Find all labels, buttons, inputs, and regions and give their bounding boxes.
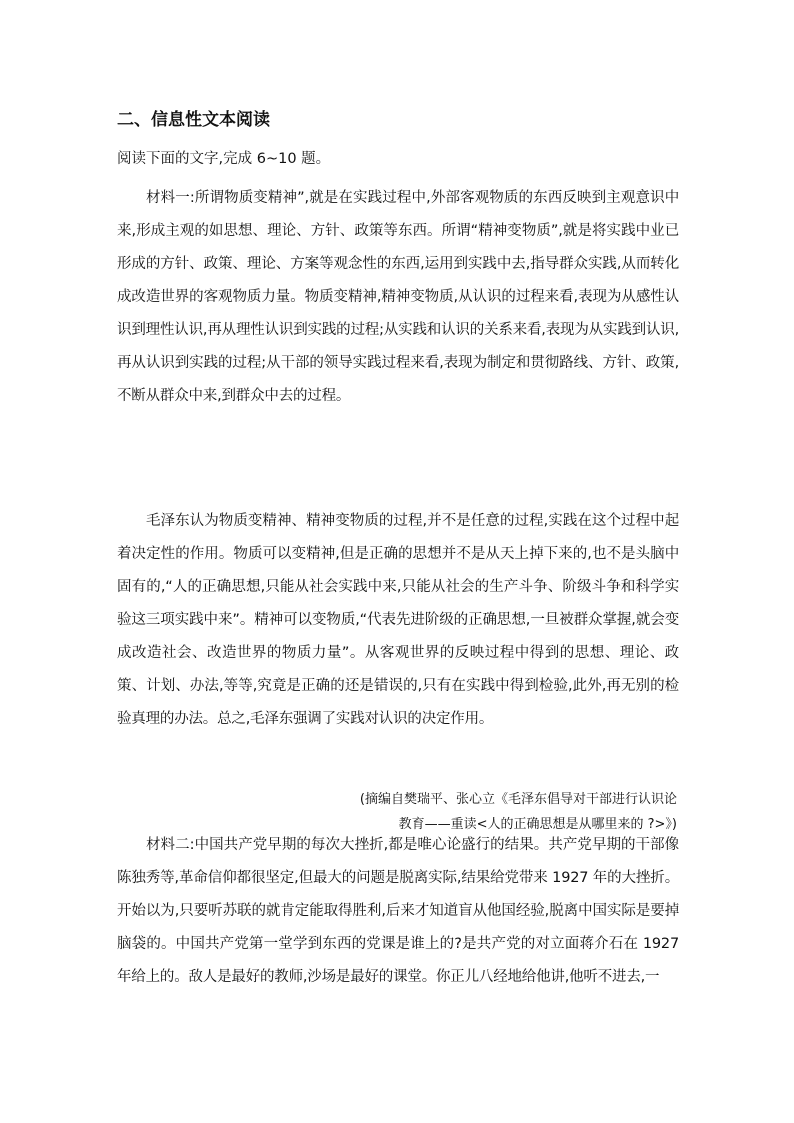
material-one-paragraph-1: 材料一:所谓物质变精神”,就是在实践过程中,外部客观物质的东西反映到主观意识中来,形成主观的如思想、理论、方针、政策等东西。所谓“精神变物质”,就是将实践中业已形成的方针、政策、理论、方案等观念性的东西,运用到实践中去,指导群众实践,从而转化成改造世界的客观物质力量。物质变精神,精神变物质,从认识的过程来看,表现为从感性认识到理性认识,再从理性认识到实践的过程;从实践和认识的关系来看,表现为从实践到认识,再从认识到实践的过程;从干部的领导实践过程来看,表现为制定和贯彻路线、方针、政策,不断从群众中来,到群众中去的过程。	[117, 190, 679, 404]
material-two-paragraph: 材料二:中国共产党早期的每次大挫折,都是唯心论盛行的结果。共产党早期的干部像陈独秀等,革命信仰都很坚定,但最大的问题是脱离实际,结果给党带来 1927 年的大挫折。开始以为,只要听苏联的就肯定能取得胜利,后来才知道盲从他国经验,脱离中国实际是要掉脑袋的。中国共产党第一堂学到东西的党课是谁上的?是共产党的对立面蒋介石在 1927 年给上的。敌人是最好的教师,沙场是最好的课堂。你正儿八经地给他讲,他听不进去,一	[117, 837, 679, 985]
material-one-paragraph-2: 毛泽东认为物质变精神、精神变物质的过程,并不是任意的过程,实践在这个过程中起着决定性的作用。物质可以变精神,但是正确的思想并不是从天上掉下来的,也不是头脑中固有的,“人的正确思想,只能从社会实践中来,只能从社会的生产斗争、阶级斗争和科学实验这三项实践中来”。精神可以变物质,“代表先进阶级的正确思想,一旦被群众掌握,就会变成改造社会、改造世界的物质力量”。从客观世界的反映过程中得到的思想、理论、政策、计划、办法,等等,究竟是正确的还是错误的,只有在实践中得到检验,此外,再无别的检验真理的办法。总之,毛泽东强调了实践对认识的决定作用。	[117, 513, 679, 727]
section-title: 二、信息性文本阅读	[117, 110, 270, 130]
reading-instruction: 阅读下面的文字,完成 6~10 题。	[117, 151, 331, 167]
citation-line-2: 教育——重读<人的正确思想是从哪里来的 ?>》)	[398, 817, 677, 832]
citation-line-1: (摘编自樊瑞平、张心立《毛泽东倡导对干部进行认识论	[359, 792, 677, 807]
